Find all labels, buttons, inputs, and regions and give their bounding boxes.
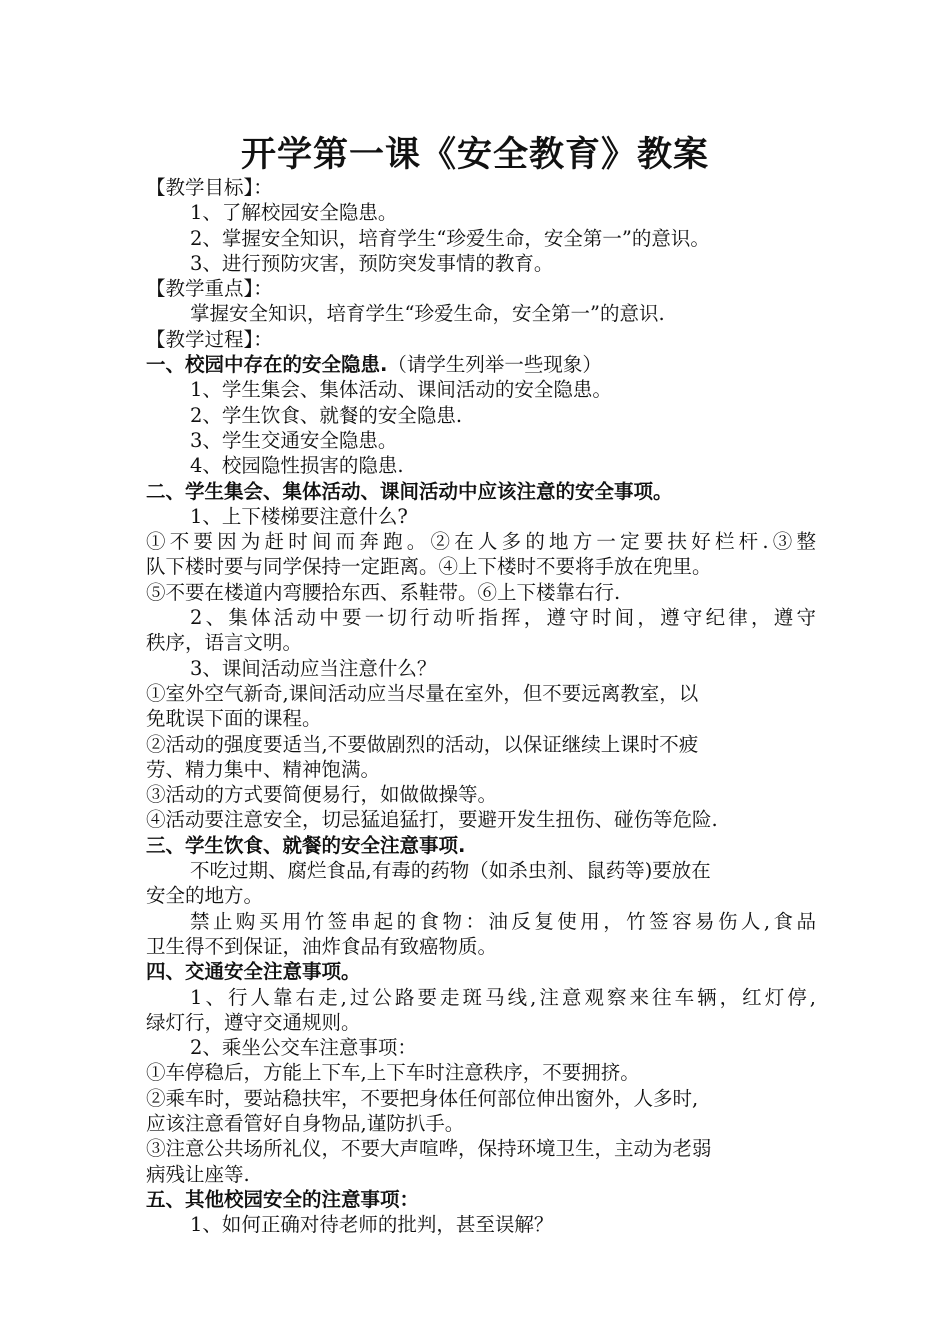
page-title: 开学第一课《安全教育》教案 xyxy=(240,134,709,175)
paragraph-line: 免耽误下面的课程。 xyxy=(146,707,322,731)
paragraph-line: 禁止购买用竹签串起的食物：油反复使用，竹签容易伤人,食品 xyxy=(190,909,816,933)
list-item: 4、校园隐性损害的隐患. xyxy=(190,454,404,478)
heading-1: 一、校园中存在的安全隐患. xyxy=(146,353,388,377)
goal-item: 1、了解校园安全隐患。 xyxy=(190,201,398,225)
goal-item: 2、掌握安全知识，培育学生“珍爱生命，安全第一”的意识。 xyxy=(190,226,710,250)
heading-3: 三、学生饮食、就餐的安全注意事项. xyxy=(146,833,466,857)
paragraph-line: 病残让座等. xyxy=(146,1162,250,1186)
sub-question: 2、乘坐公交车注意事项： xyxy=(190,1036,417,1060)
focus-text: 掌握安全知识，培育学生“珍爱生命，安全第一”的意识. xyxy=(190,302,665,326)
document-body xyxy=(146,175,816,1237)
paragraph-line: ⑤不要在楼道内弯腰拾东西、系鞋带。⑥上下楼靠右行. xyxy=(146,580,621,604)
section-label-focus: 【教学重点】： xyxy=(146,277,273,301)
heading-4: 四、交通安全注意事项。 xyxy=(146,960,361,984)
section-label-goals: 【教学目标】： xyxy=(146,176,273,199)
paragraph-line: 应该注意看管好自身物品,谨防扒手。 xyxy=(146,1111,465,1135)
paragraph-line: ②乘车时，要站稳扶牢，不要把身体任何部位伸出窗外，人多时, xyxy=(146,1086,699,1110)
paragraph-line: 2、集体活动中要一切行动听指挥，遵守时间，遵守纪律，遵守 xyxy=(190,606,816,630)
sub-question: 1、如何正确对待老师的批判，甚至误解？ xyxy=(190,1213,554,1237)
goal-item: 3、进行预防灾害，预防突发事情的教育。 xyxy=(190,251,554,275)
paragraph-line: 绿灯行，遵守交通规则。 xyxy=(146,1010,361,1034)
paragraph-line: 卫生得不到保证，油炸食品有致癌物质。 xyxy=(146,934,498,958)
list-item: 1、学生集会、集体活动、课间活动的安全隐患。 xyxy=(190,378,612,402)
paragraph-line: 安全的地方。 xyxy=(146,884,264,908)
paragraph-line: ①车停稳后，方能上下车,上下车时注意秩序，不要拥挤。 xyxy=(146,1061,640,1085)
heading-1-line xyxy=(146,352,816,377)
paragraph-line: ①室外空气新奇,课间活动应当尽量在室外，但不要远离教室，以 xyxy=(146,681,699,705)
paragraph-line: 秩序，语言文明。 xyxy=(146,631,303,655)
list-item: 2、学生饮食、就餐的安全隐患. xyxy=(190,403,463,427)
paragraph-line: ②活动的强度要适当,不要做剧烈的活动，以保证继续上课时不疲 xyxy=(146,732,699,756)
heading-2: 二、学生集会、集体活动、课间活动中应该注意的安全事项。 xyxy=(146,479,673,503)
heading-1-note: （请学生列举一些现象） xyxy=(387,353,602,377)
paragraph-line: 劳、精力集中、精神饱满。 xyxy=(146,757,381,781)
paragraph-line: ③注意公共场所礼仪，不要大声喧哗，保持环境卫生，主动为老弱 xyxy=(146,1137,712,1161)
heading-5: 五、其他校园安全的注意事项： xyxy=(146,1187,420,1211)
sub-question: 3、课间活动应当注意什么？ xyxy=(190,656,437,680)
list-item: 3、学生交通安全隐患。 xyxy=(190,428,398,452)
paragraph-line: 队下楼时要与同学保持一定距离。④上下楼时不要将手放在兜里。 xyxy=(146,555,712,579)
paragraph-line: ③活动的方式要简便易行，如做做操等。 xyxy=(146,783,498,807)
paragraph-line: ①不要因为赶时间而奔跑。②在人多的地方一定要扶好栏杆.③整 xyxy=(146,530,816,554)
paragraph-line: 1、行人靠右走,过公路要走斑马线,注意观察来往车辆，红灯停, xyxy=(190,985,816,1009)
paragraph-line: ④活动要注意安全，切忌猛追猛打，要避开发生扭伤、碰伤等危险. xyxy=(146,808,718,832)
sub-question: 1、上下楼梯要注意什么? xyxy=(190,504,408,528)
paragraph-line: 不吃过期、腐烂食品,有毒的药物（如杀虫剂、鼠药等)要放在 xyxy=(190,859,711,883)
section-label-process: 【教学过程】： xyxy=(146,327,273,351)
